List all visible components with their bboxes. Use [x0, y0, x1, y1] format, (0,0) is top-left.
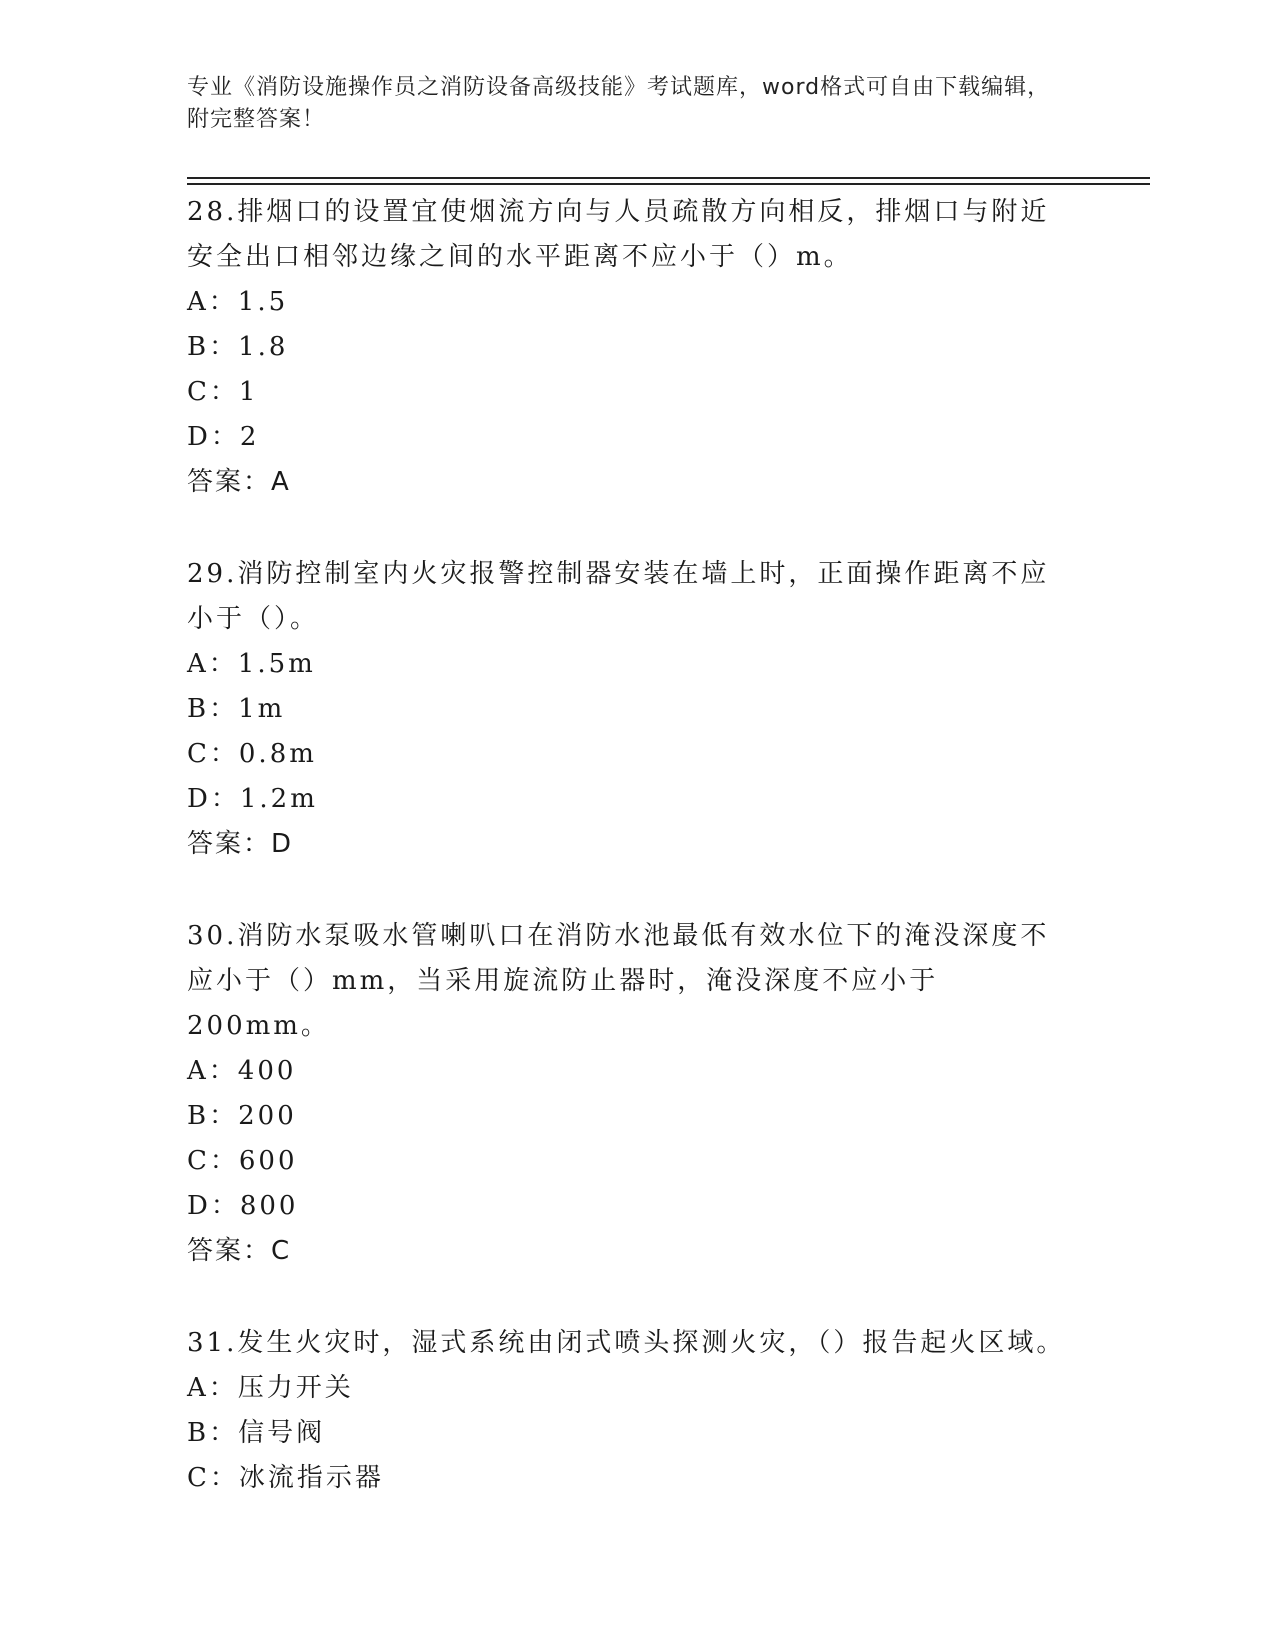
option-d: D：800: [187, 1191, 299, 1221]
header-divider-top: [187, 177, 1150, 179]
answer-line: 答案：A: [187, 467, 291, 497]
question-list: [187, 190, 1077, 1548]
question-stem: 30.消防水泵吸水管喇叭口在消防水池最低有效水位下的淹没深度不应小于（）mm，当采用旋流防止器时，淹没深度不应小于200mm。: [187, 921, 1050, 1041]
option-a: A：1.5m: [187, 649, 316, 679]
option-d: D：1.2m: [187, 784, 318, 814]
answer-line: 答案：C: [187, 1236, 292, 1266]
question-stem: 29.消防控制室内火灾报警控制器安装在墙上时，正面操作距离不应小于（）。: [187, 559, 1050, 634]
option-c: C：600: [187, 1146, 298, 1176]
question-stem: 28.排烟口的设置宜使烟流方向与人员疏散方向相反，排烟口与附近安全出口相邻边缘之间的水平距离不应小于（）m。: [187, 197, 1050, 272]
option-b: B：1m: [187, 694, 286, 724]
option-c: C：冰流指示器: [187, 1463, 384, 1493]
option-a: A：400: [187, 1056, 297, 1086]
answer-line: 答案：D: [187, 829, 294, 859]
header-divider-bottom: [187, 183, 1150, 185]
option-b: B：信号阀: [187, 1418, 326, 1448]
option-b: B：1.8: [187, 332, 289, 362]
option-d: D：2: [187, 422, 260, 452]
option-b: B：200: [187, 1101, 297, 1131]
question-31: [187, 1321, 1077, 1501]
question-stem: 31.发生火灾时，湿式系统由闭式喷头探测火灾，（）报告起火区域。: [187, 1328, 1066, 1358]
question-29: [187, 552, 1077, 867]
option-a: A：1.5: [187, 287, 289, 317]
option-c: C：0.8m: [187, 739, 317, 769]
option-c: C：1: [187, 377, 259, 407]
option-a: A：压力开关: [187, 1373, 354, 1403]
question-30: [187, 914, 1077, 1274]
question-28: [187, 190, 1077, 505]
document-header: 专业《消防设施操作员之消防设备高级技能》考试题库，word格式可自由下载编辑，附完整答案！: [187, 75, 1051, 132]
